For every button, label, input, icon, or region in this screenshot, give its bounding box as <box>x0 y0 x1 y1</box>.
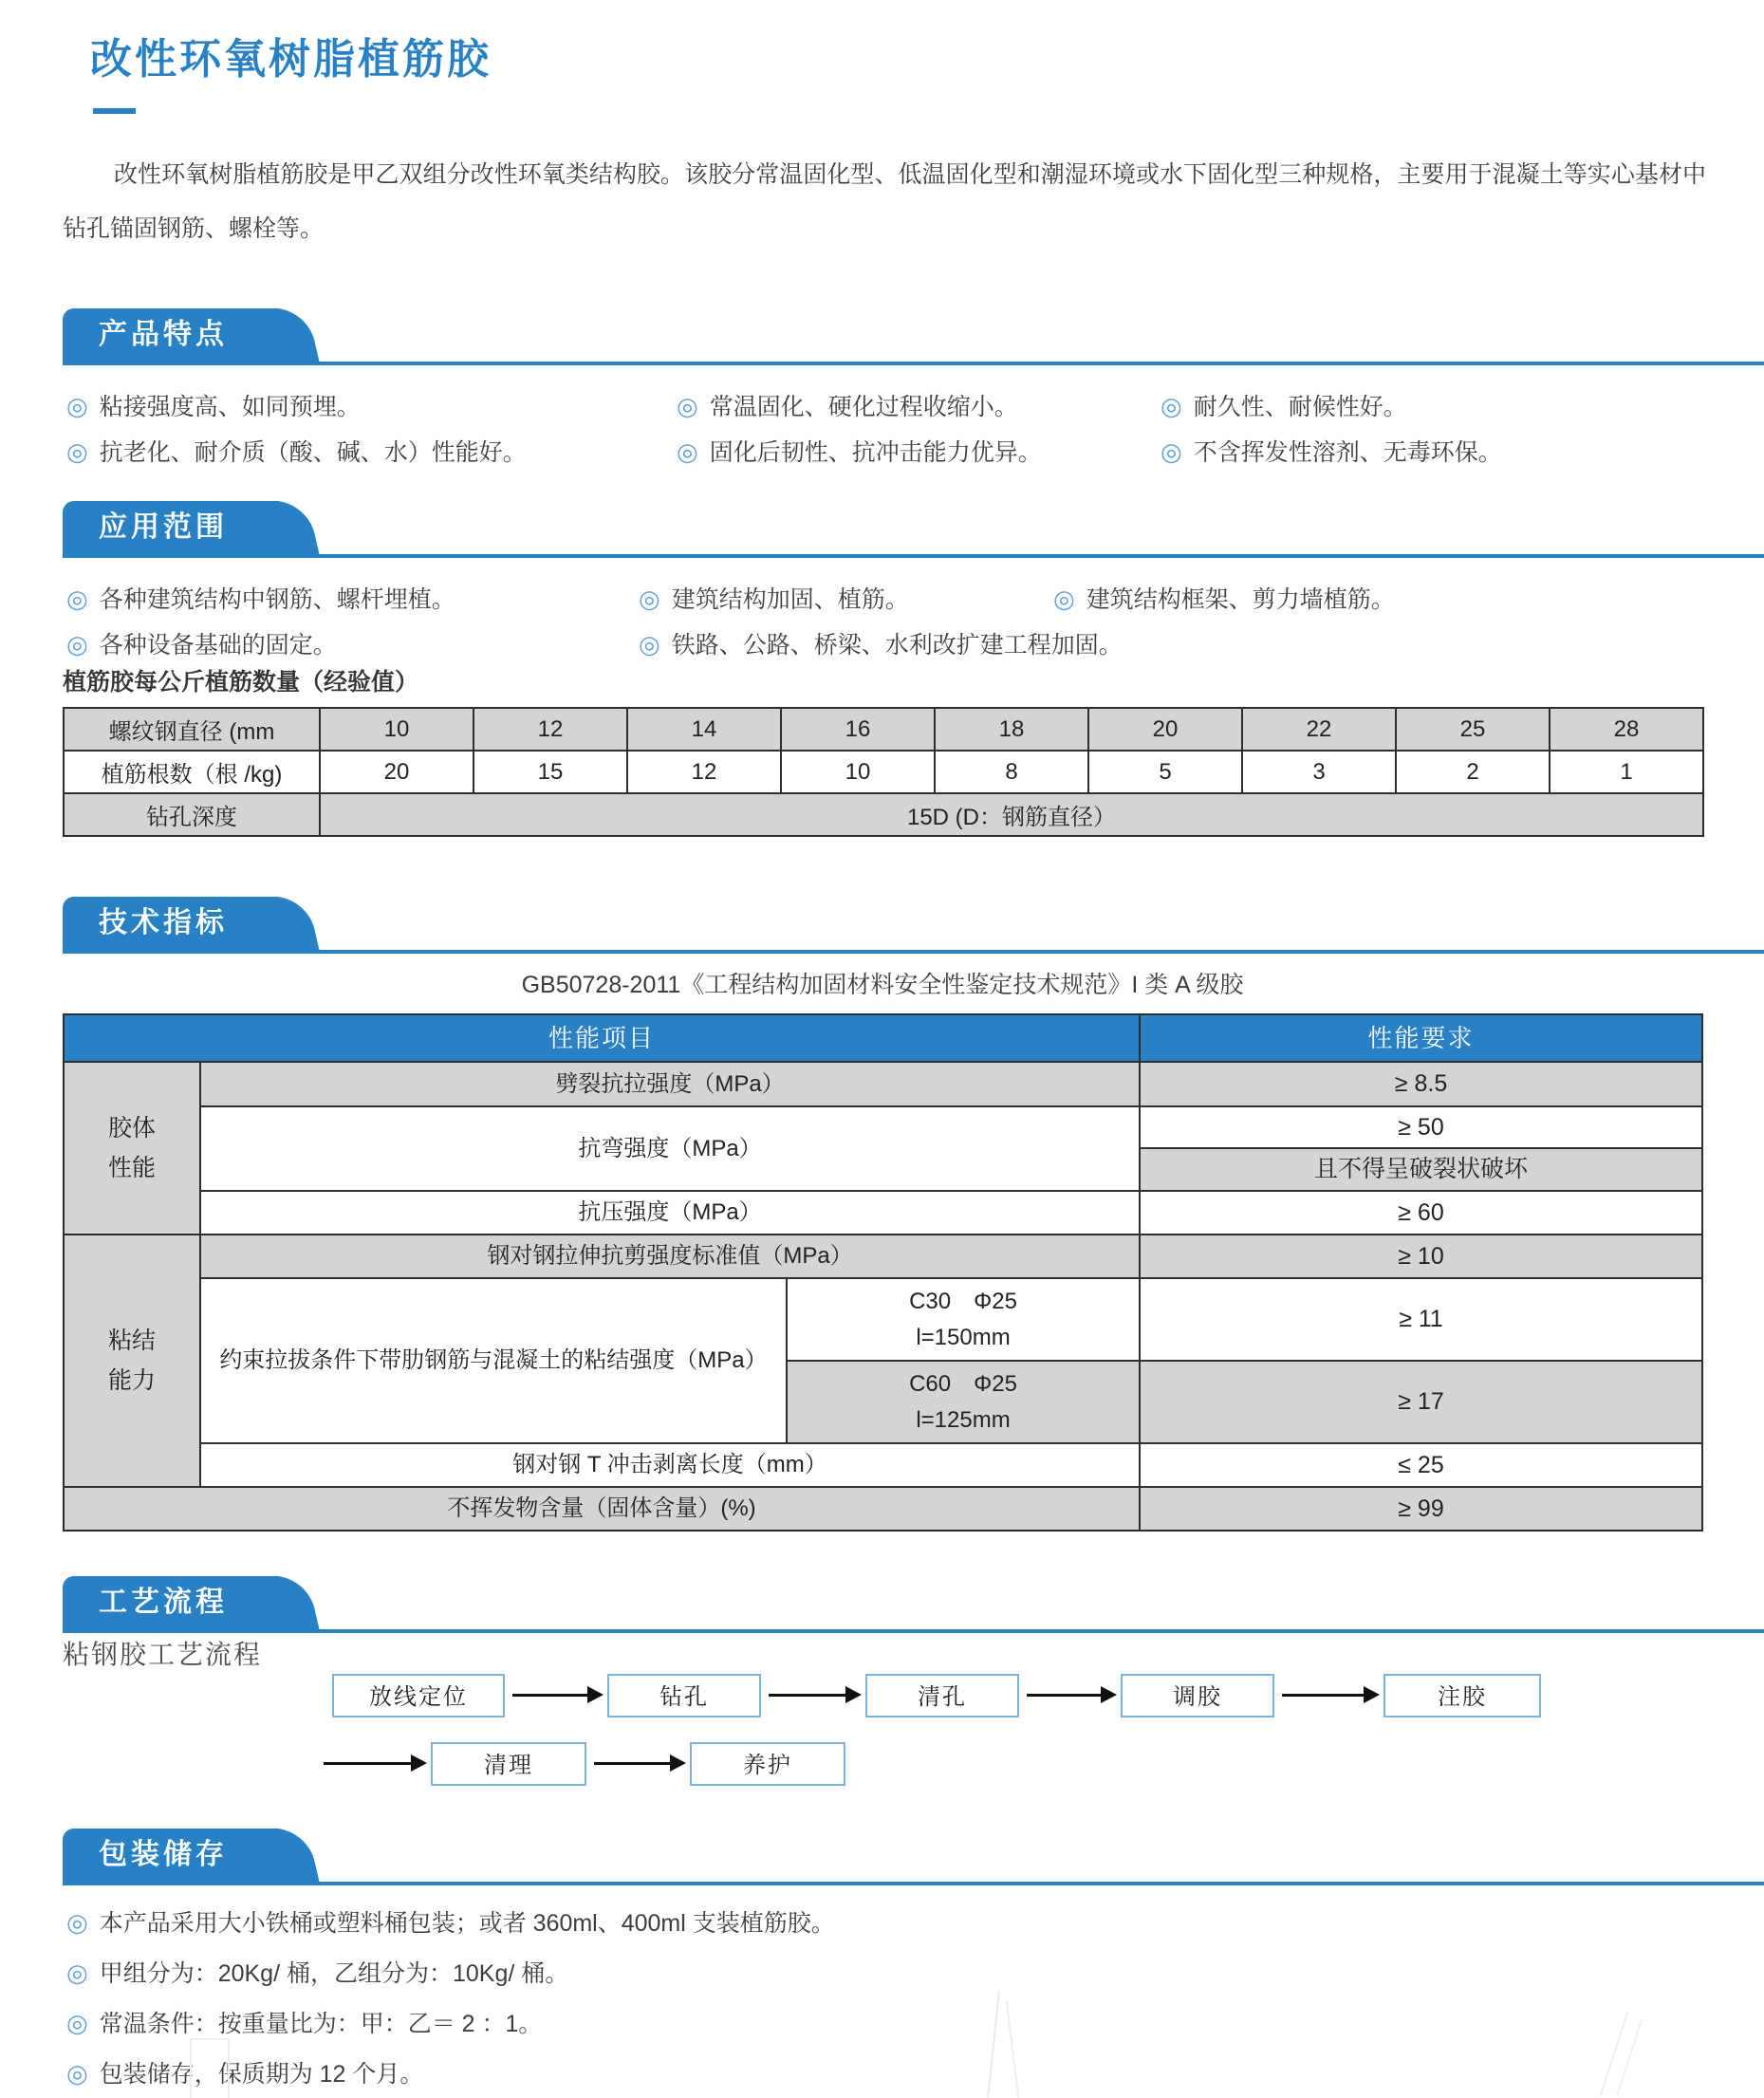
packaging-text: 常温条件：按重量比为：甲：乙＝ 2 ：1。 <box>99 2011 543 2037</box>
packaging-list <box>63 1903 1706 2093</box>
bullet-icon: ◎ <box>66 437 88 466</box>
section-rule <box>63 554 1764 558</box>
tech-col-item: 性能项目 <box>64 1014 1140 1062</box>
section-tech-header <box>63 897 1764 954</box>
flow-arrow-icon <box>1027 1694 1102 1697</box>
section-heading: 技术指标 <box>99 907 228 938</box>
tech-row <box>64 1062 1702 1106</box>
section-heading: 工艺流程 <box>99 1587 228 1618</box>
packaging-item <box>66 1903 835 1942</box>
tech-row <box>64 1191 1702 1235</box>
tech-property-cell: 约束拉拔条件下带肋钢筋与混凝土的粘结强度（MPa） <box>200 1278 787 1443</box>
bullet-icon: ◎ <box>66 1908 88 1937</box>
flow-arrow-icon <box>1282 1694 1365 1697</box>
packaging-item <box>66 2054 423 2093</box>
condition-line: C60 Φ25 <box>909 1371 1017 1398</box>
application-item <box>639 625 1123 664</box>
tech-row <box>64 1487 1702 1531</box>
section-tab <box>63 1829 279 1882</box>
packaging-item <box>66 2004 542 2043</box>
bullet-icon: ◎ <box>639 585 660 613</box>
tech-standard-note: GB50728-2011《工程结构加固材料安全性鉴定技术规范》I 类 A 级胶 <box>521 972 1244 998</box>
feature-item <box>677 387 1018 426</box>
rebar-diameter: 14 <box>627 708 781 751</box>
bullet-icon: ◎ <box>639 630 660 659</box>
section-tab <box>63 1576 279 1629</box>
rebar-header-row <box>64 708 1703 751</box>
title-underline <box>93 108 136 114</box>
flow-box-drill: 钻孔 <box>607 1674 761 1717</box>
section-applications-header <box>63 501 1764 558</box>
feature-text: 不含挥发性溶剂、无毒环保。 <box>1193 439 1502 466</box>
rebar-count: 12 <box>627 751 781 793</box>
tech-requirement-cell: ≥ 17 <box>1140 1361 1702 1443</box>
section-heading: 产品特点 <box>99 319 228 350</box>
tech-requirement-cell: ≤ 25 <box>1140 1443 1702 1487</box>
rebar-count: 20 <box>320 751 473 793</box>
rebar-table-caption: 植筋胶每公斤植筋数量（经验值） <box>63 669 419 696</box>
rebar-depth-row <box>64 793 1703 836</box>
section-tab <box>63 308 279 362</box>
flow-arrow-icon <box>512 1694 588 1697</box>
tech-group-cell <box>64 1062 200 1235</box>
tech-condition-cell <box>787 1361 1140 1443</box>
tech-property-cell: 钢对钢 T 冲击剥离长度（mm） <box>200 1443 1140 1487</box>
flow-arrow-icon <box>769 1694 846 1697</box>
application-text: 各种设备基础的固定。 <box>99 632 337 659</box>
application-text: 建筑结构框架、剪力墙植筋。 <box>1086 586 1395 613</box>
feature-text: 粘接强度高、如同预埋。 <box>99 394 361 420</box>
condition-line: C30 Φ25 <box>909 1289 1017 1315</box>
bullet-icon: ◎ <box>66 630 88 659</box>
feature-text: 抗老化、耐介质（酸、碱、水）性能好。 <box>99 439 527 466</box>
feature-item <box>66 433 527 472</box>
feature-item <box>677 433 1042 472</box>
rebar-diameter: 16 <box>781 708 935 751</box>
application-item <box>66 625 337 664</box>
rebar-row-label: 螺纹钢直径 (mm <box>64 708 320 751</box>
rebar-count: 5 <box>1088 751 1242 793</box>
rebar-diameter: 28 <box>1550 708 1703 751</box>
feature-text: 固化后韧性、抗冲击能力优异。 <box>709 439 1042 466</box>
application-text: 铁路、公路、桥梁、水利改扩建工程加固。 <box>671 632 1123 659</box>
packaging-text: 甲组分为：20Kg/ 桶，乙组分为：10Kg/ 桶。 <box>99 1960 569 1987</box>
tech-row <box>64 1443 1702 1487</box>
intro-paragraph: 改性环氧树脂植筋胶是甲乙双组分改性环氧类结构胶。该胶分常温固化型、低温固化型和潮湿环境或水下固化型三种规格，主要用于混凝土等实心基材中钻孔锚固钢筋、螺栓等。 <box>63 161 1706 242</box>
section-heading: 应用范围 <box>99 511 228 543</box>
section-tab <box>63 501 279 554</box>
applications-list <box>63 580 1706 675</box>
bullet-icon: ◎ <box>66 1959 88 1987</box>
bullet-icon: ◎ <box>1053 585 1075 613</box>
tech-property-cell: 劈裂抗拉强度（MPa） <box>200 1062 1140 1106</box>
application-text: 建筑结构加固、植筋。 <box>671 586 909 613</box>
flow-box-inject: 注胶 <box>1383 1674 1541 1717</box>
packaging-text: 包装储存，保质期为 12 个月。 <box>99 2061 424 2088</box>
bullet-icon: ◎ <box>66 585 88 613</box>
tech-row <box>64 1278 1702 1361</box>
rebar-diameter: 20 <box>1088 708 1242 751</box>
tech-col-req: 性能要求 <box>1140 1014 1702 1062</box>
tech-property-cell: 不挥发物含量（固体含量）(%) <box>64 1487 1140 1531</box>
feature-text: 常温固化、硬化过程收缩小。 <box>709 394 1018 420</box>
rebar-count: 2 <box>1396 751 1550 793</box>
application-text: 各种建筑结构中钢筋、螺杆埋植。 <box>99 586 455 613</box>
bullet-icon: ◎ <box>677 437 698 466</box>
tech-requirement-cell: ≥ 11 <box>1140 1278 1702 1361</box>
packaging-text: 本产品采用大小铁桶或塑料桶包装；或者 360ml、400ml 支装植筋胶。 <box>99 1910 835 1937</box>
rebar-diameter: 18 <box>935 708 1088 751</box>
feature-text: 耐久性、耐候性好。 <box>1193 394 1407 420</box>
rebar-row-label: 植筋根数（根 /kg) <box>64 751 320 793</box>
section-rule <box>63 950 1764 954</box>
bullet-icon: ◎ <box>1161 392 1182 420</box>
flow-box-cleanup: 清理 <box>431 1742 586 1786</box>
rebar-diameter: 10 <box>320 708 473 751</box>
feature-item <box>1161 387 1407 426</box>
section-heading: 包装储存 <box>99 1839 228 1870</box>
bullet-icon: ◎ <box>677 392 698 420</box>
tech-group-label: 粘结能力 <box>107 1327 156 1394</box>
rebar-count: 15 <box>473 751 627 793</box>
rebar-diameter: 22 <box>1242 708 1396 751</box>
condition-line: l=125mm <box>916 1406 1011 1433</box>
tech-requirement-cell: ≥ 8.5 <box>1140 1062 1702 1106</box>
rebar-depth-value: 15D (D：钢筋直径） <box>320 793 1703 836</box>
rebar-diameter: 12 <box>473 708 627 751</box>
tech-requirement-cell: ≥ 10 <box>1140 1235 1702 1278</box>
page-title: 改性环氧树脂植筋胶 <box>90 36 492 83</box>
rebar-count: 1 <box>1550 751 1703 793</box>
application-item <box>1053 580 1395 619</box>
bullet-icon: ◎ <box>66 2059 88 2088</box>
section-features-header <box>63 308 1764 365</box>
section-process-header <box>63 1576 1764 1633</box>
application-item <box>66 580 455 619</box>
tech-group-cell <box>64 1235 200 1487</box>
flow-box-cure: 养护 <box>690 1742 845 1786</box>
flow-box-mix: 调胶 <box>1121 1674 1274 1717</box>
tech-table <box>63 1013 1703 1532</box>
tech-row <box>64 1235 1702 1278</box>
rebar-diameter: 25 <box>1396 708 1550 751</box>
rebar-count-row <box>64 751 1703 793</box>
flow-box-clean-hole: 清孔 <box>865 1674 1019 1717</box>
tech-property-cell: 抗弯强度（MPa） <box>200 1106 1140 1191</box>
flow-arrow-icon <box>324 1762 412 1765</box>
tech-row <box>64 1106 1702 1148</box>
tech-requirement-cell: ≥ 99 <box>1140 1487 1702 1531</box>
section-tab <box>63 897 279 950</box>
rebar-count: 3 <box>1242 751 1396 793</box>
tech-header-row <box>64 1014 1702 1062</box>
application-item <box>639 580 909 619</box>
packaging-item <box>66 1954 568 1993</box>
section-rule <box>63 1882 1764 1885</box>
section-rule <box>63 1629 1764 1633</box>
bullet-icon: ◎ <box>1161 437 1182 466</box>
tech-condition-cell <box>787 1278 1140 1361</box>
flow-box-layout: 放线定位 <box>332 1674 505 1717</box>
process-subtitle: 粘钢胶工艺流程 <box>63 1640 263 1669</box>
tech-property-cell: 钢对钢拉伸抗剪强度标准值（MPa） <box>200 1235 1140 1278</box>
section-rule <box>63 362 1764 365</box>
features-list <box>63 387 1706 482</box>
tech-requirement-cell: ≥ 50 <box>1140 1106 1702 1148</box>
rebar-row-label: 钻孔深度 <box>64 793 320 836</box>
flow-arrow-icon <box>594 1762 671 1765</box>
condition-line: l=150mm <box>916 1324 1011 1350</box>
tech-group-label: 胶体性能 <box>107 1114 156 1181</box>
tech-requirement-cell: 且不得呈破裂状破坏 <box>1140 1148 1702 1191</box>
section-packaging-header <box>63 1829 1764 1885</box>
rebar-table <box>63 707 1704 837</box>
tech-requirement-cell: ≥ 60 <box>1140 1191 1702 1235</box>
bullet-icon: ◎ <box>66 392 88 420</box>
rebar-count: 8 <box>935 751 1088 793</box>
bullet-icon: ◎ <box>66 2009 88 2037</box>
tech-property-cell: 抗压强度（MPa） <box>200 1191 1140 1235</box>
feature-item <box>1161 433 1502 472</box>
rebar-count: 10 <box>781 751 935 793</box>
feature-item <box>66 387 361 426</box>
